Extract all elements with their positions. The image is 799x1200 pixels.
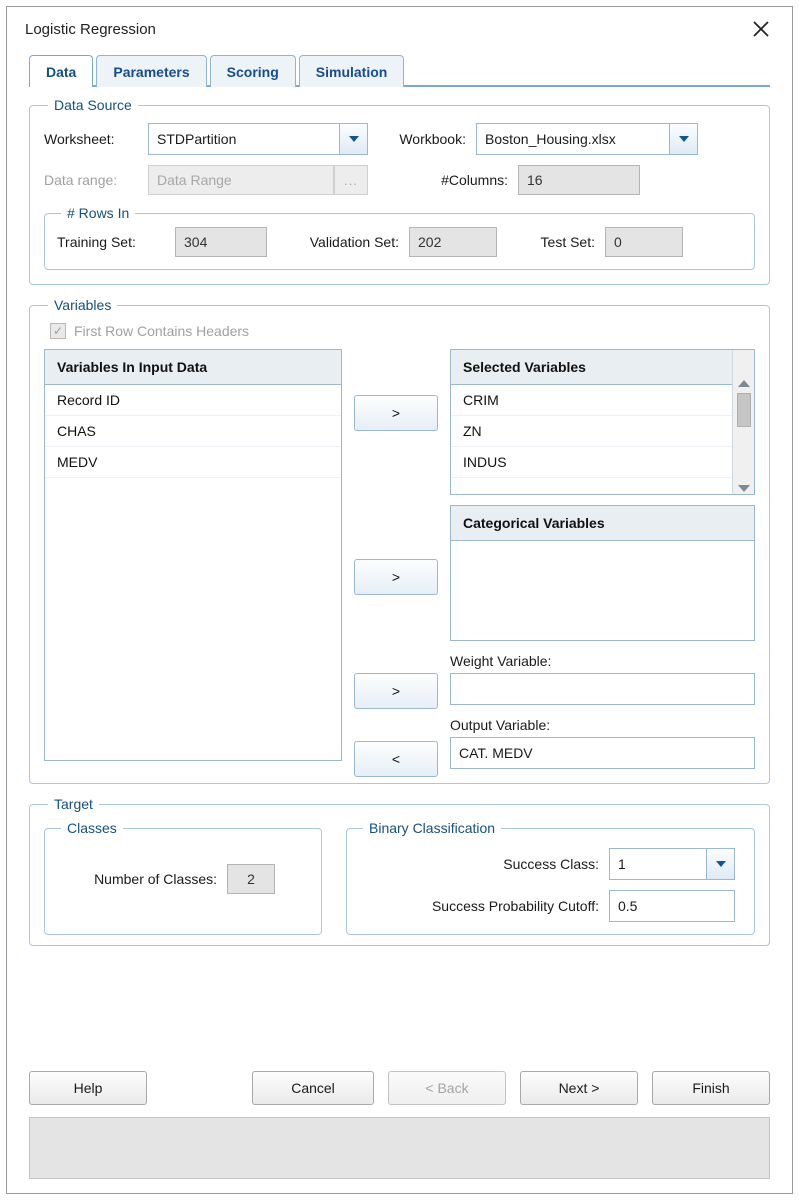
- training-set-label: Training Set:: [57, 234, 136, 250]
- binary-classification-legend: Binary Classification: [369, 820, 496, 836]
- target-legend: Target: [54, 796, 93, 812]
- chevron-down-icon[interactable]: [339, 124, 367, 154]
- tab-simulation[interactable]: Simulation: [299, 55, 405, 87]
- target-group: [29, 796, 770, 946]
- workbook-value: Boston_Housing.xlsx: [485, 131, 616, 147]
- list-item[interactable]: CHAS: [45, 416, 341, 447]
- selected-variables-scrollbar[interactable]: [732, 350, 754, 494]
- success-class-value: 1: [618, 856, 626, 872]
- variables-legend: Variables: [54, 297, 112, 313]
- help-button[interactable]: Help: [29, 1071, 147, 1105]
- validation-set-label: Validation Set:: [309, 234, 399, 250]
- training-set-value: 304: [175, 227, 267, 257]
- validation-set-value: 202: [409, 227, 497, 257]
- data-source-legend: Data Source: [54, 97, 132, 113]
- back-button: < Back: [388, 1071, 506, 1105]
- tab-scoring[interactable]: Scoring: [210, 55, 296, 87]
- input-variables-header: Variables In Input Data: [45, 350, 341, 385]
- variables-group: [29, 297, 770, 784]
- transfer-buttons: [342, 349, 450, 769]
- cutoff-input[interactable]: 0.5: [609, 890, 735, 922]
- success-class-select[interactable]: [609, 848, 735, 880]
- classes-legend: Classes: [67, 820, 117, 836]
- worksheet-value: STDPartition: [157, 131, 237, 147]
- workbook-label: Workbook:: [399, 131, 466, 147]
- weight-variable-label: Weight Variable:: [450, 653, 552, 669]
- variables-panels: [44, 349, 755, 769]
- next-button[interactable]: Next >: [520, 1071, 638, 1105]
- success-class-row: [359, 848, 742, 880]
- tab-content-data: [7, 87, 792, 1061]
- worksheet-select[interactable]: [148, 123, 368, 155]
- data-range-browse-button: ...: [334, 165, 368, 195]
- output-variable-label: Output Variable:: [450, 717, 551, 733]
- rows-in-row: [57, 227, 742, 257]
- finish-button[interactable]: Finish: [652, 1071, 770, 1105]
- input-variables-list[interactable]: [44, 349, 342, 761]
- list-item[interactable]: Record ID: [45, 385, 341, 416]
- chevron-down-icon[interactable]: [669, 124, 697, 154]
- workbook-select[interactable]: [476, 123, 698, 155]
- number-of-classes-row: [57, 864, 309, 894]
- test-set-value: 0: [605, 227, 683, 257]
- output-variable-block: [450, 717, 755, 769]
- data-source-group: [29, 97, 770, 285]
- data-range-label: Data range:: [44, 172, 118, 188]
- number-of-classes-label: Number of Classes:: [94, 871, 217, 887]
- selected-variables-list[interactable]: [450, 349, 755, 495]
- target-row: [44, 820, 755, 935]
- first-row-headers-row[interactable]: [50, 323, 755, 339]
- move-to-output-button[interactable]: <: [354, 741, 438, 777]
- move-to-selected-button[interactable]: >: [354, 395, 438, 431]
- checkbox-icon[interactable]: ✓: [50, 323, 66, 339]
- scroll-down-icon[interactable]: [738, 485, 750, 492]
- test-set-label: Test Set:: [540, 234, 595, 250]
- rows-in-group: [44, 205, 755, 270]
- cancel-button[interactable]: Cancel: [252, 1071, 374, 1105]
- binary-classification-group: [346, 820, 755, 935]
- categorical-variables-header: Categorical Variables: [451, 506, 754, 541]
- right-variable-panels: [450, 349, 755, 769]
- page-title: Logistic Regression: [25, 20, 156, 38]
- scroll-up-icon[interactable]: [738, 380, 750, 387]
- close-icon[interactable]: [744, 14, 778, 44]
- list-item[interactable]: CRIM: [451, 385, 732, 416]
- worksheet-label: Worksheet:: [44, 131, 115, 147]
- data-range-input: [148, 165, 334, 195]
- dialog-footer: [7, 1061, 792, 1105]
- classes-group: [44, 820, 322, 935]
- tab-parameters[interactable]: Parameters: [96, 55, 206, 87]
- list-item[interactable]: MEDV: [45, 447, 341, 478]
- tab-bar: [7, 51, 792, 87]
- worksheet-row: [44, 123, 755, 155]
- move-to-categorical-button[interactable]: >: [354, 559, 438, 595]
- columns-value: 16: [518, 165, 640, 195]
- weight-variable-block: [450, 653, 755, 705]
- chevron-down-icon[interactable]: [706, 849, 734, 879]
- output-variable-input[interactable]: CAT. MEDV: [450, 737, 755, 769]
- cutoff-label: Success Probability Cutoff:: [431, 898, 599, 914]
- selected-variables-header: Selected Variables: [451, 350, 732, 385]
- scroll-thumb[interactable]: [737, 393, 751, 427]
- title-bar: [7, 7, 792, 51]
- success-class-label: Success Class:: [503, 856, 599, 872]
- tab-data[interactable]: Data: [29, 55, 93, 87]
- logistic-regression-dialog: [6, 6, 793, 1194]
- data-range-row: [44, 165, 755, 195]
- status-bar: [29, 1117, 770, 1179]
- weight-variable-input[interactable]: [450, 673, 755, 705]
- list-item[interactable]: INDUS: [451, 447, 732, 478]
- columns-label: #Columns:: [441, 172, 508, 188]
- categorical-variables-list[interactable]: [450, 505, 755, 641]
- rows-in-legend: # Rows In: [67, 205, 130, 221]
- cutoff-row: [359, 890, 742, 922]
- list-item[interactable]: ZN: [451, 416, 732, 447]
- move-to-weight-button[interactable]: >: [354, 673, 438, 709]
- data-range-placeholder: Data Range: [157, 172, 232, 188]
- first-row-headers-label: First Row Contains Headers: [74, 323, 250, 339]
- number-of-classes-value: 2: [227, 864, 275, 894]
